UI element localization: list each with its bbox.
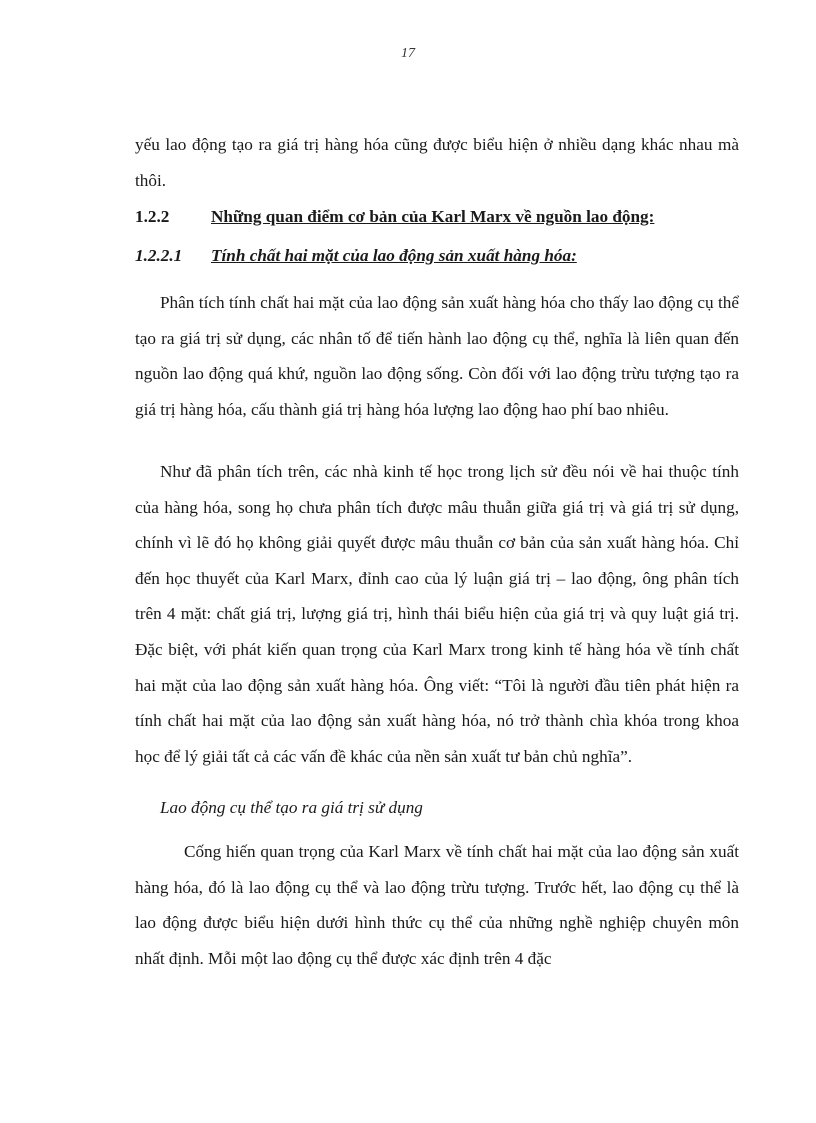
subsection-number: 1.2.2.1 xyxy=(135,246,183,265)
paragraph-history: Như đã phân tích trên, các nhà kinh tế học trong lịch sử đều nói về hai thuộc tính của hàng hóa, song họ chưa phân tích được mâu thuẫn giữa giá trị và giá trị sử dụng, chính vì lẽ đó họ không giải quyết được mâu thuẫn cơ bản của sản xuất hàng hóa. Chỉ đến học thuyết của Karl Marx, đỉnh cao của lý luận giá trị – lao động, ông phân tích trên 4 mặt: chất giá trị, lượng giá trị, hình thái biểu hiện của giá trị và quy luật giá trị. Đặc biệt, với phát kiến quan trọng của Karl Marx trong kinh tế hàng hóa về tính chất hai mặt của lao động sản xuất hàng hóa. Ông viết: “Tôi là người đầu tiên phát hiện ra tính chất hai mặt của lao động sản xuất hàng hóa, nó trở thành chìa khóa trong khoa học để lý giải tất cả các vấn đề khác của nền sản xuất tư bản chủ nghĩa”. xyxy=(135,462,739,766)
section-heading xyxy=(135,205,739,229)
paragraph-concrete-labor: Cống hiến quan trọng của Karl Marx về tính chất hai mặt của lao động sản xuất hàng hóa, đó là lao động cụ thể và lao động trừu tượng. Trước hết, lao động cụ thể là lao động được biểu hiện dưới hình thức cụ thể của những nghề nghiệp chuyên môn nhất định. Mỗi một lao động cụ thể được xác định trên 4 đặc xyxy=(135,842,739,968)
paragraph-continuation: yếu lao động tạo ra giá trị hàng hóa cũng được biểu hiện ở nhiều dạng khác nhau mà thôi. xyxy=(135,135,739,190)
section-number: 1.2.2 xyxy=(135,207,170,226)
subsection-heading xyxy=(135,244,739,268)
paragraph-analysis: Phân tích tính chất hai mặt của lao động sản xuất hàng hóa cho thấy lao động cụ thể tạo ra giá trị sử dụng, các nhân tố để tiến hành lao động cụ thể, nghĩa là liên quan đến nguồn lao động quá khứ, nguồn lao động sống. Còn đối với lao động trừu tượng tạo ra giá trị hàng hóa, cấu thành giá trị hàng hóa lượng lao động hao phí bao nhiêu. xyxy=(135,293,739,419)
italic-subheading: Lao động cụ thể tạo ra giá trị sử dụng xyxy=(160,798,423,817)
page-number: 17 xyxy=(401,46,415,61)
section-title: Những quan điểm cơ bản của Karl Marx về nguồn lao động: xyxy=(211,207,655,226)
subsection-title: Tính chất hai mặt của lao động sản xuất hàng hóa: xyxy=(211,246,577,265)
